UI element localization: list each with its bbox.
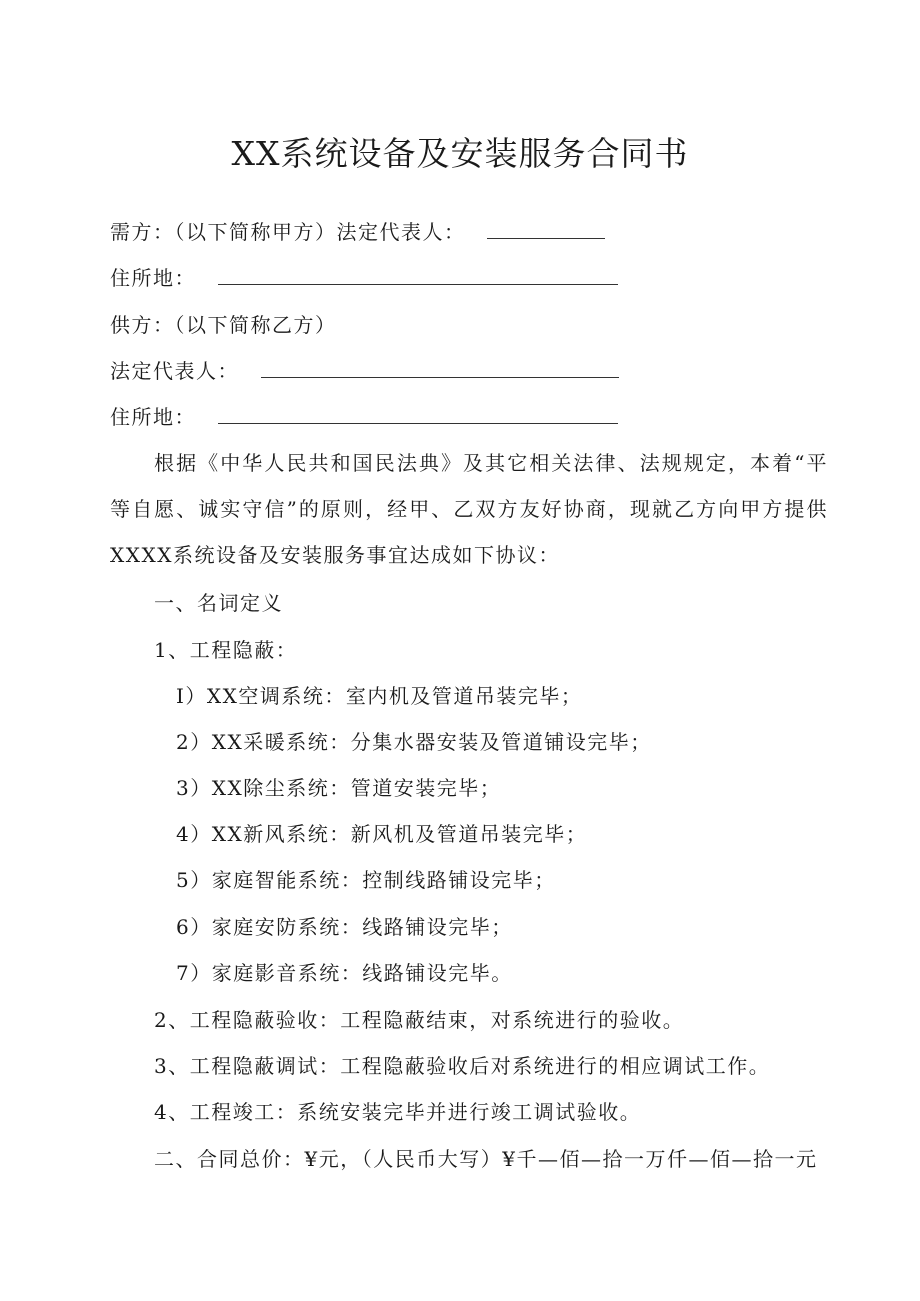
subitem-6: 6）家庭安防系统：线路铺设完毕； (176, 915, 513, 939)
party-b-rep-line (110, 357, 619, 385)
section-2-contract-price: 二、合同总价：¥元，（人民币大写）¥千—佰—拾一万仟—佰—拾一元 (154, 1147, 818, 1171)
party-b-address-label: 住所地： (110, 405, 196, 429)
subitem-3: 3）XX除尘系统：管道安装完毕； (176, 776, 502, 800)
section-1-heading: 一、名词定义 (154, 591, 283, 615)
party-a-label: 需方：（以下简称甲方）法定代表人： (110, 220, 466, 244)
party-a-address-label: 住所地： (110, 266, 196, 290)
subitem-2: 2）XX采暖系统：分集水器安装及管道铺设完毕； (176, 730, 652, 754)
party-a-rep-blank (487, 220, 605, 239)
party-a-address-blank (218, 266, 618, 285)
party-b-rep-label: 法定代表人： (110, 359, 239, 383)
party-b-label: 供方：（以下简称乙方） (110, 313, 337, 337)
document-title: XX系统设备及安装服务合同书 (231, 134, 689, 173)
section-1-item-3: 3、工程隐蔽调试：工程隐蔽验收后对系统进行的相应调试工作。 (154, 1054, 771, 1078)
party-a-address-line (110, 264, 618, 292)
party-b-rep-blank (261, 359, 619, 378)
subitem-5: 5）家庭智能系统：控制线路铺设完毕； (176, 868, 556, 892)
preamble-paragraph: 根据《中华人民共和国民法典》及其它相关法律、法规规定，本着“平等自愿、诚实守信”的原则，经甲、乙双方友好协商，现就乙方向甲方提供XXXX系统设备及安装服务事宜达成如下协议： (110, 451, 828, 567)
party-b-address-blank (218, 405, 618, 424)
party-a-line (110, 218, 605, 246)
section-1-item-1-heading: 1、工程隐蔽： (154, 638, 298, 662)
section-1-item-2: 2、工程隐蔽验收：工程隐蔽结束，对系统进行的验收。 (154, 1008, 685, 1032)
section-1-item-4: 4、工程竣工：系统安装完毕并进行竣工调试验收。 (154, 1100, 642, 1124)
subitem-7: 7）家庭影音系统：线路铺设完毕。 (176, 961, 513, 985)
party-b-line (110, 311, 337, 339)
subitem-1: I）XX空调系统：室内机及管道吊装完毕； (176, 684, 583, 708)
subitem-4: 4）XX新风系统：新风机及管道吊装完毕； (176, 822, 588, 846)
party-b-address-line (110, 403, 618, 431)
